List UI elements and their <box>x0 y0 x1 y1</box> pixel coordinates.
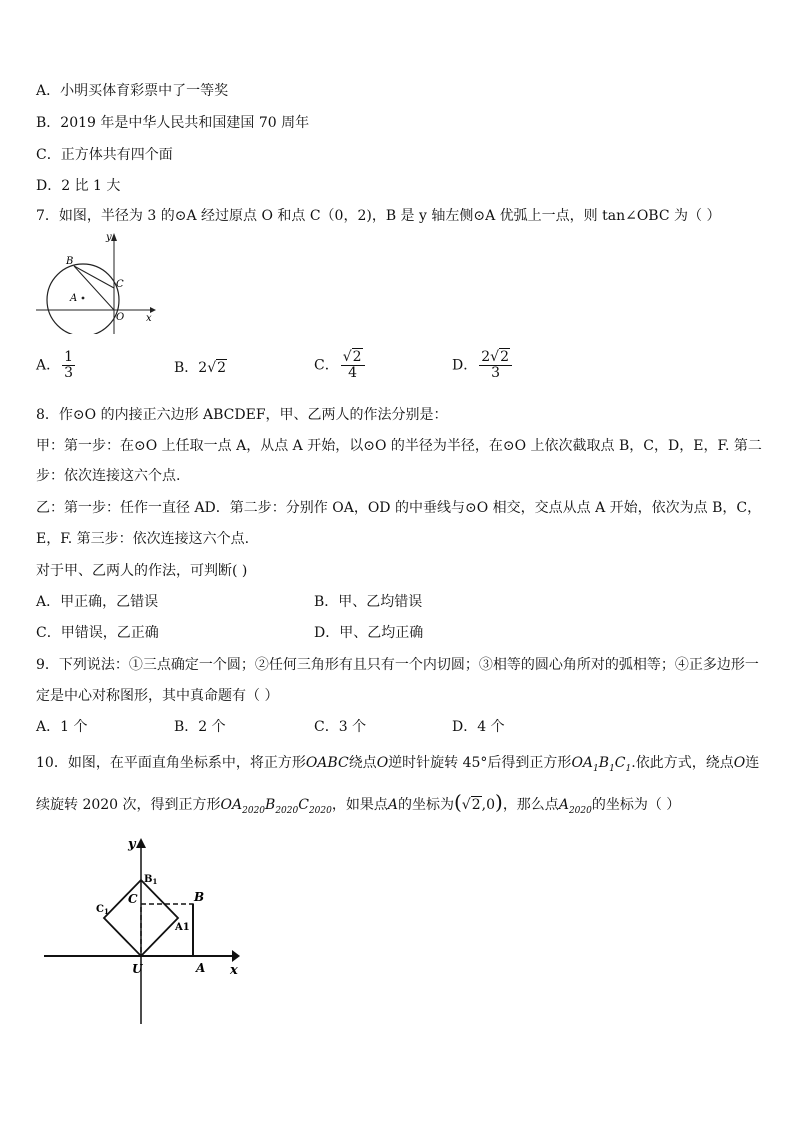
q8-jia-line2: 步：依次连接这六个点. <box>36 468 181 484</box>
q10-l2a: 续旋转 2020 次，得到正方形 <box>36 797 221 813</box>
q10-line2: 续旋转 2020 次，得到正方形$OA_{2020}B_{2020}C_{2020}$，如果点A的坐标为(√2,0)，那么点$A_{2020}$的坐标为（ ） <box>36 790 681 816</box>
q10-l1b: 绕点 <box>348 755 377 771</box>
q10-label-b: B <box>194 890 205 904</box>
q7-option-a-label: A． <box>36 357 61 374</box>
q10-sq1-oa: OA <box>571 755 594 771</box>
q6-option-c: C．正方体共有四个面 <box>36 147 173 163</box>
q10-point-o: O <box>376 755 389 771</box>
q10-point-a2020: A <box>558 797 569 813</box>
q7-stem: 7．如图，半径为 3 的⊙A 经过原点 O 和点 C（0，2)，B 是 y 轴左侧⊙A 优弧上一点，则 tan∠OBC 为（ ） <box>36 208 721 224</box>
q9-option-c: C．3 个 <box>314 719 367 735</box>
q10-label-x: x <box>230 963 238 978</box>
q10-label-c: C <box>128 892 138 906</box>
q10-sq1-c: C <box>614 755 626 771</box>
q9-option-d: D．4 个 <box>452 719 505 735</box>
q10-l1c: 逆时针旋转 45°后得到正方形 <box>388 755 572 771</box>
q7-label-a: A <box>70 293 78 304</box>
q6-option-a: A．小明买体育彩票中了一等奖 <box>36 83 229 99</box>
q8-question: 对于甲、乙两人的作法，可判断( ) <box>36 563 248 579</box>
q10-label-b1: $B_1$ <box>144 874 158 886</box>
q10-point-o-2: O <box>733 755 746 771</box>
q7-label-b: B <box>66 256 74 267</box>
q10-label-a1: A1 <box>175 922 190 933</box>
q7-option-a-num: 1 <box>64 349 74 365</box>
q10-sub1-c: 1 <box>625 763 632 774</box>
q7-label-c: C <box>116 279 124 290</box>
q10-sub2020-d: 2020 <box>568 805 592 816</box>
q7-option-a-den: 3 <box>64 365 74 381</box>
q7-label-y: y <box>106 232 112 243</box>
q8-yi-line1: 乙：第一步：任作一直径 AD．第二步：分别作 OA，OD 的中垂线与⊙O 相交，交点从点 A 开始，依次为点 B，C， <box>36 500 762 516</box>
q8-jia-line1: 甲：第一步：在⊙O 上任取一点 A，从点 A 开始，以⊙O 的半径为半径，在⊙O 上依次截取点 B，C，D，E，F. 第二 <box>36 438 762 454</box>
q7-option-d: D． $\frac{2√2}{3}$ <box>452 350 514 381</box>
q10-square-figure <box>44 834 254 1028</box>
q10-point-a: A <box>387 797 398 813</box>
q10-l2b: ，如果点 <box>331 797 388 813</box>
q7-option-b-rad: 2 <box>217 360 227 376</box>
q7-segment-bc <box>74 266 114 288</box>
q10-sub2020-b: 2020 <box>275 805 299 816</box>
q9-line1: 9．下列说法：①三点确定一个圆；②任何三角形有且只有一个内切圆；③相等的圆心角所对的弧相等；④正多边形一 <box>36 657 759 673</box>
q10-label-a: A <box>196 961 206 975</box>
q10-square-oabc: OABC <box>305 755 349 771</box>
q7-option-d-rad: 2 <box>500 349 509 365</box>
q9-option-a: A．1 个 <box>36 719 88 735</box>
q7-y-arrow-icon <box>111 233 117 241</box>
q7-option-c-label: C． <box>314 357 339 374</box>
q10-l2d: ，那么点 <box>502 797 559 813</box>
q7-option-b: B．2√2 <box>174 360 227 376</box>
q10-x-arrow-icon <box>232 950 240 962</box>
q10-sub1-a: 1 <box>593 763 599 774</box>
q8-option-a: A．甲正确，乙错误 <box>36 594 159 610</box>
q8-option-c: C．甲错误，乙正确 <box>36 625 159 641</box>
q10-label-c1: $C_1$ <box>96 904 109 916</box>
q7-segment-bo <box>74 266 114 310</box>
q9-line2: 定是中心对称图形，其中真命题有（ ） <box>36 688 279 704</box>
q10-label-u: U <box>132 962 143 976</box>
q7-label-o: O <box>116 312 125 323</box>
q10-sq2-c: C <box>298 797 309 813</box>
q10-sub1-b: 1 <box>609 763 615 774</box>
q7-option-c: C． $\frac{√2}{4}$ <box>314 350 367 381</box>
q10-coord-rad: 2 <box>471 797 481 813</box>
q10-sq1-b: B <box>598 755 610 771</box>
q7-option-d-label: D． <box>452 357 478 374</box>
q7-option-c-rad: 2 <box>352 349 362 365</box>
q6-option-d: D．2 比 1 大 <box>36 178 121 194</box>
q8-yi-line2: E，F. 第三步：依次连接这六个点. <box>36 531 250 547</box>
q10-coord-rest: ,0 <box>481 797 495 813</box>
q10-sq2-b: B <box>265 797 276 813</box>
q10-sub2020-a: 2020 <box>242 805 266 816</box>
q10-label-y: y <box>128 837 136 852</box>
q6-option-b: B．2019 年是中华人民共和国建国 70 周年 <box>36 115 310 131</box>
q7-option-b-label: B．2 <box>174 360 208 376</box>
q9-option-b: B．2 个 <box>174 719 226 735</box>
q10-l1a: 10．如图，在平面直角坐标系中，将正方形 <box>36 755 306 771</box>
q10-line1 <box>36 753 759 779</box>
q7-option-d-coef: 2 <box>481 349 491 365</box>
q10-l2e: 的坐标为（ ） <box>591 797 681 813</box>
q10-l1d: .依此方式，绕点 <box>631 755 734 771</box>
q10-sub2020-c: 2020 <box>308 805 332 816</box>
q10-l2c: 的坐标为 <box>397 797 454 813</box>
q7-option-d-den: 3 <box>491 365 501 381</box>
q10-sq2-oa: OA <box>220 797 243 813</box>
q7-center-dot <box>82 297 85 300</box>
q7-label-x: x <box>146 313 152 324</box>
q10-l1e: 连 <box>745 755 760 771</box>
q8-option-b: B．甲、乙均错误 <box>314 594 423 610</box>
q7-option-c-den: 4 <box>348 365 358 381</box>
q8-stem: 8．作⊙O 的内接正六边形 ABCDEF，甲、乙两人的作法分别是： <box>36 407 448 423</box>
q7-option-a <box>36 350 77 381</box>
q7-circle-figure <box>36 230 156 334</box>
q10-y-arrow-icon <box>136 838 146 848</box>
q8-option-d: D．甲、乙均正确 <box>314 625 424 641</box>
